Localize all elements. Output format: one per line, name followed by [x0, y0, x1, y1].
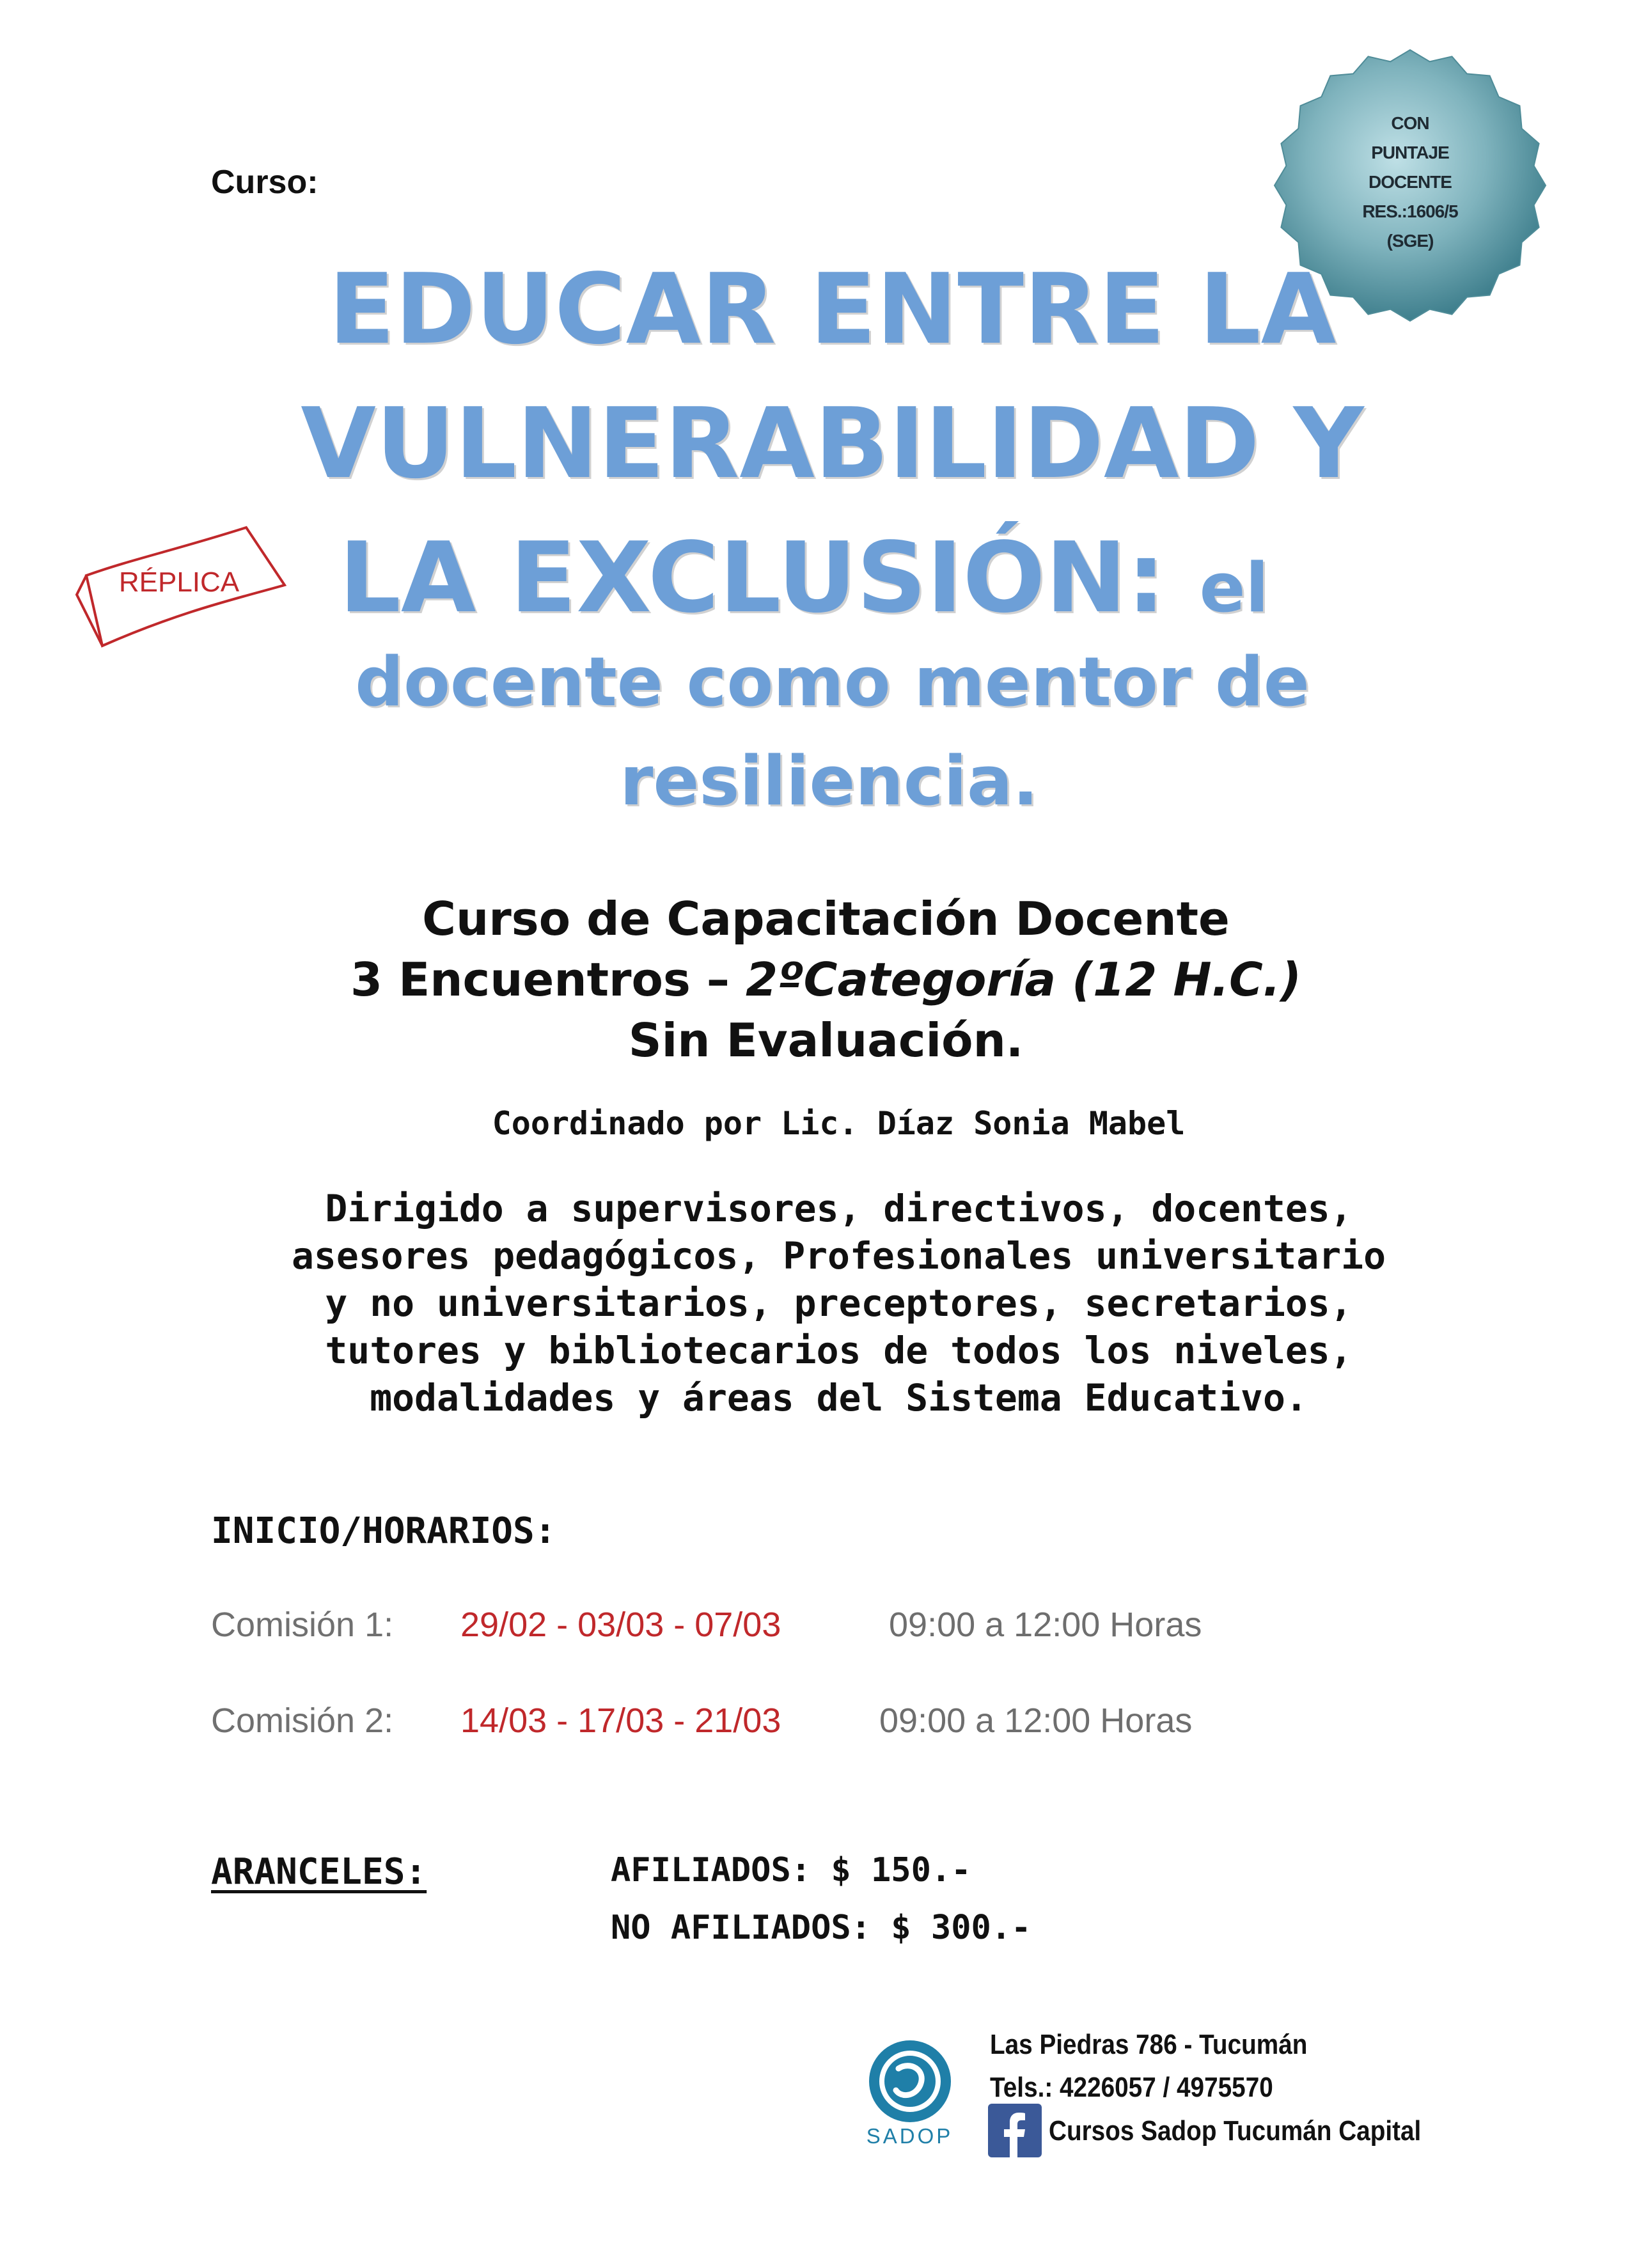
audience-line: y no universitarios, preceptores, secretarios, [325, 1281, 1353, 1325]
fee-non-members: NO AFILIADOS: $ 300.- [611, 1909, 1031, 1947]
seal-text [1327, 109, 1493, 256]
seal-line: RES.:1606/5 [1362, 201, 1458, 221]
facebook-icon [988, 2104, 1042, 2157]
schedule-heading: INICIO/HORARIOS: [211, 1510, 556, 1552]
phones: Tels.: 4226057 / 4975570 [990, 2072, 1273, 2103]
commission-label: Comisión 2: [211, 1701, 394, 1740]
audience-block [0, 1185, 1639, 1421]
course-meetings [0, 953, 1639, 1006]
seal-line: (SGE) [1386, 231, 1434, 251]
replica-ribbon [74, 515, 291, 655]
commission-label: Comisión 1: [211, 1606, 394, 1644]
course-type: Curso de Capacitación Docente [422, 892, 1230, 946]
audience-line: tutores y bibliotecarios de todos los niveles, [325, 1329, 1353, 1372]
replica-text: RÉPLICA [118, 567, 240, 598]
audience-line: asesores pedagógicos, Profesionales universitario [291, 1234, 1386, 1278]
seal-line: PUNTAJE [1371, 143, 1449, 162]
sadop-logo-icon [865, 2037, 955, 2126]
address: Las Piedras 786 - Tucumán [990, 2029, 1308, 2060]
course-label: Curso: [211, 164, 318, 201]
facebook-page-name[interactable]: Cursos Sadop Tucumán Capital [1049, 2115, 1422, 2147]
course-title-line: EDUCAR ENTRE LA [328, 253, 1337, 366]
course-title-line: VULNERABILIDAD Y [301, 387, 1364, 500]
course-title-line [339, 521, 1269, 634]
seal-line: DOCENTE [1368, 172, 1452, 192]
coordinator: Coordinado por Lic. Díaz Sonia Mabel [492, 1105, 1186, 1142]
meetings-count: 3 Encuentros – [350, 953, 746, 1006]
commission-hours: 09:00 a 12:00 Horas [889, 1606, 1202, 1644]
seal-line: CON [1391, 113, 1429, 133]
course-title-line: resiliencia. [620, 742, 1039, 820]
evaluation-note: Sin Evaluación. [628, 1013, 1024, 1067]
course-title-main: LA EXCLUSIÓN: [339, 521, 1166, 634]
audience-line: modalidades y áreas del Sistema Educativo. [370, 1376, 1308, 1419]
course-category: 2ºCategoría (12 H.C.) [745, 953, 1302, 1006]
course-title-line: docente como mentor de [355, 643, 1310, 721]
audience-line: Dirigido a supervisores, directivos, docentes, [325, 1187, 1353, 1230]
commission-hours: 09:00 a 12:00 Horas [879, 1701, 1193, 1740]
sadop-logo-text: SADOP [866, 2124, 953, 2148]
course-title-small: el [1199, 549, 1269, 627]
fee-members: AFILIADOS: $ 150.- [611, 1851, 971, 1889]
fees-heading: ARANCELES: [211, 1851, 427, 1893]
commission-dates: 14/03 - 17/03 - 21/03 [460, 1701, 781, 1740]
commission-dates: 29/02 - 03/03 - 07/03 [460, 1606, 781, 1644]
